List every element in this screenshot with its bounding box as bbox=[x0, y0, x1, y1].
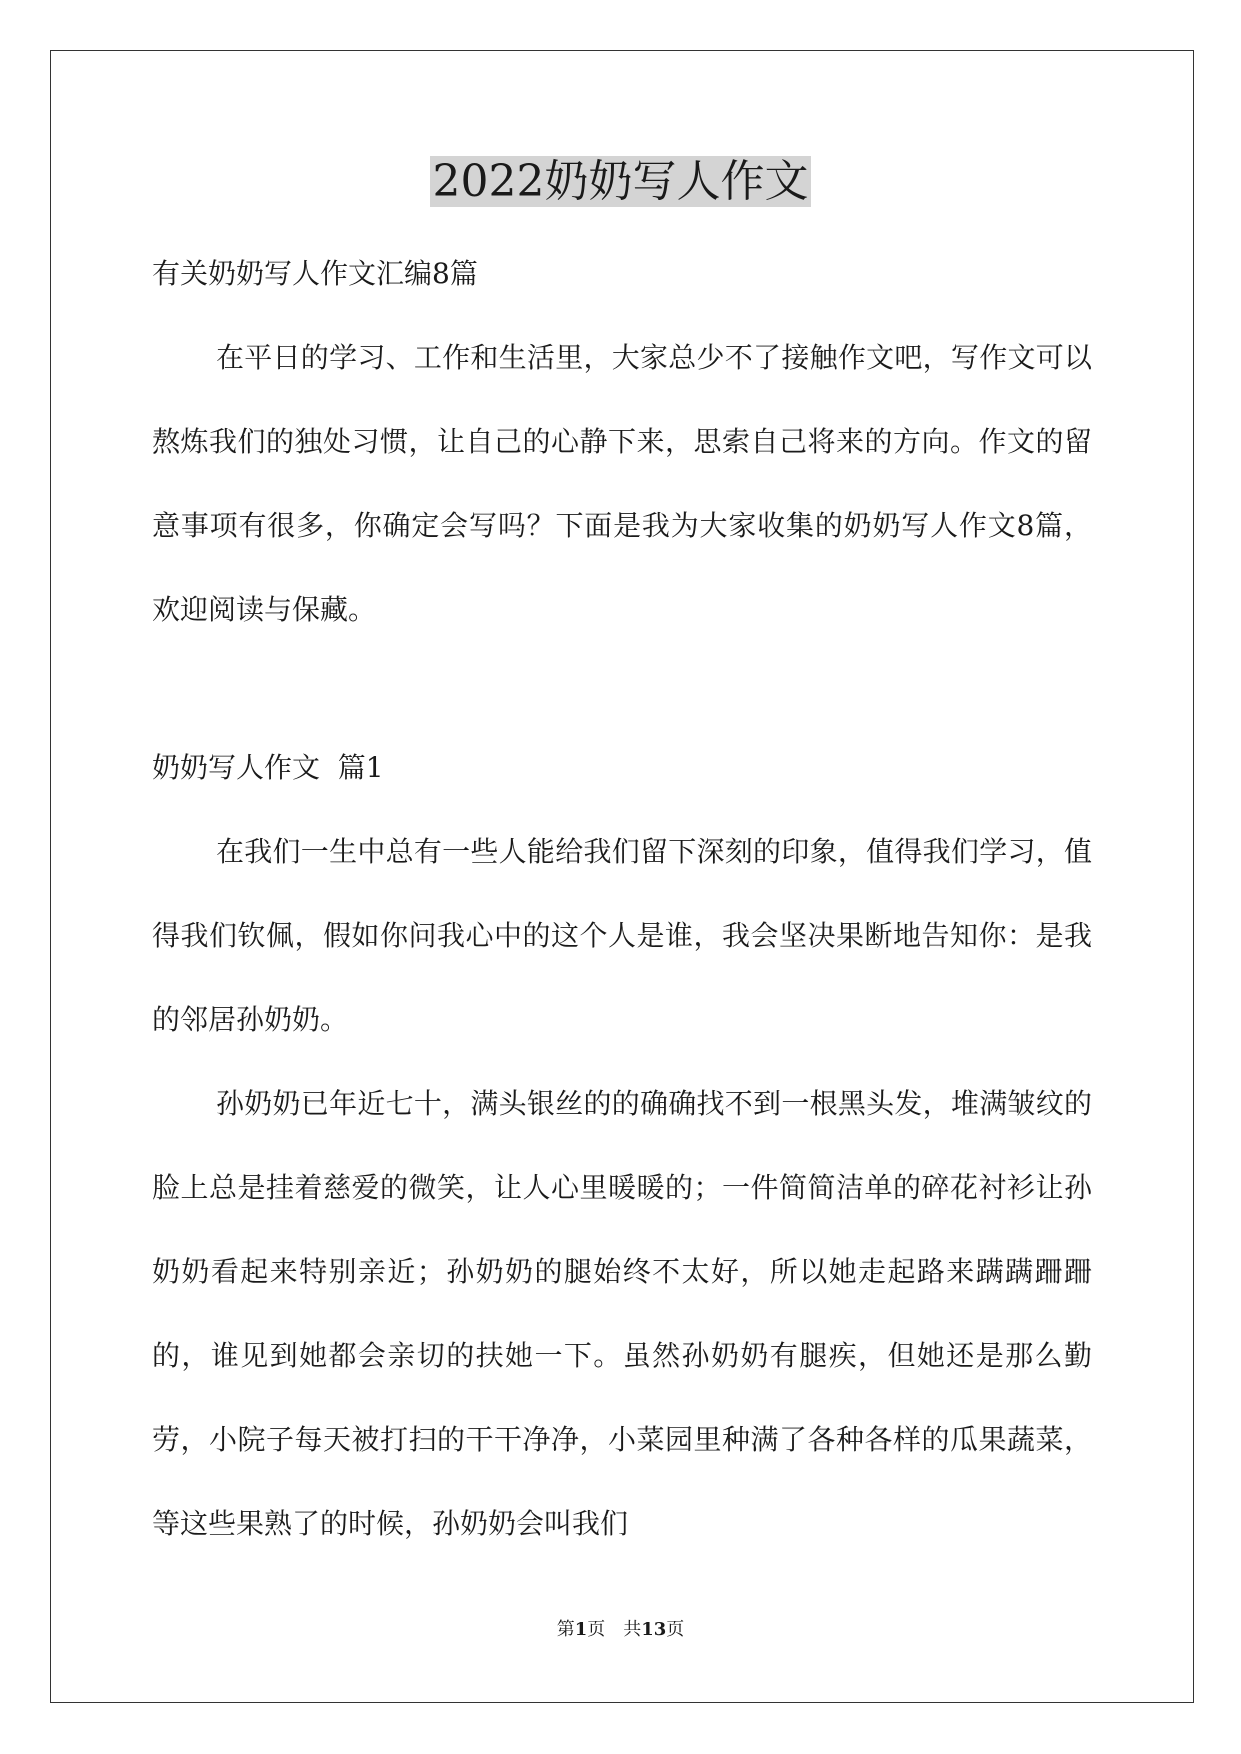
document-subtitle: 有关奶奶写人作文汇编8篇 bbox=[152, 257, 478, 290]
intro-paragraph: 在平日的学习、工作和生活里，大家总少不了接触作文吧，写作文可以熬炼我们的独处习惯，让自己的心静下来，思索自己将来的方向。作文的留意事项有很多，你确定会写吗？下面是我为大家收集的奶奶写人作文8篇，欢迎阅读与保藏。 bbox=[152, 341, 1092, 626]
page-footer bbox=[0, 1618, 1241, 1642]
document-title bbox=[0, 152, 1241, 212]
document-title-text: 2022奶奶写人作文 bbox=[430, 156, 812, 207]
total-prefix: 共 bbox=[623, 1619, 642, 1640]
page-suffix: 页 bbox=[587, 1619, 606, 1640]
total-suffix: 页 bbox=[666, 1619, 685, 1640]
document-body bbox=[152, 232, 1092, 1566]
section-paragraph-2: 孙奶奶已年近七十，满头银丝的的确确找不到一根黑头发，堆满皱纹的脸上总是挂着慈爱的微笑，让人心里暖暖的；一件简简洁单的碎花衬衫让孙奶奶看起来特别亲近；孙奶奶的腿始终不太好，所以她走起路来蹒蹒跚跚的，谁见到她都会亲切的扶她一下。虽然孙奶奶有腿疾，但她还是那么勤劳，小院子每天被打扫的干干净净，小菜园里种满了各种各样的瓜果蔬菜，等这些果熟了的时候，孙奶奶会叫我们 bbox=[152, 1087, 1092, 1540]
total-pages: 13 bbox=[641, 1619, 667, 1640]
section-heading: 奶奶写人作文 篇1 bbox=[152, 751, 384, 784]
page-prefix: 第 bbox=[556, 1619, 575, 1640]
section-spacer bbox=[152, 652, 1092, 726]
total-pages-label bbox=[623, 1619, 684, 1640]
section-paragraph-1: 在我们一生中总有一些人能给我们留下深刻的印象，值得我们学习，值得我们钦佩，假如你问我心中的这个人是谁，我会坚决果断地告知你：是我的邻居孙奶奶。 bbox=[152, 835, 1092, 1036]
page-number: 1 bbox=[574, 1619, 588, 1640]
